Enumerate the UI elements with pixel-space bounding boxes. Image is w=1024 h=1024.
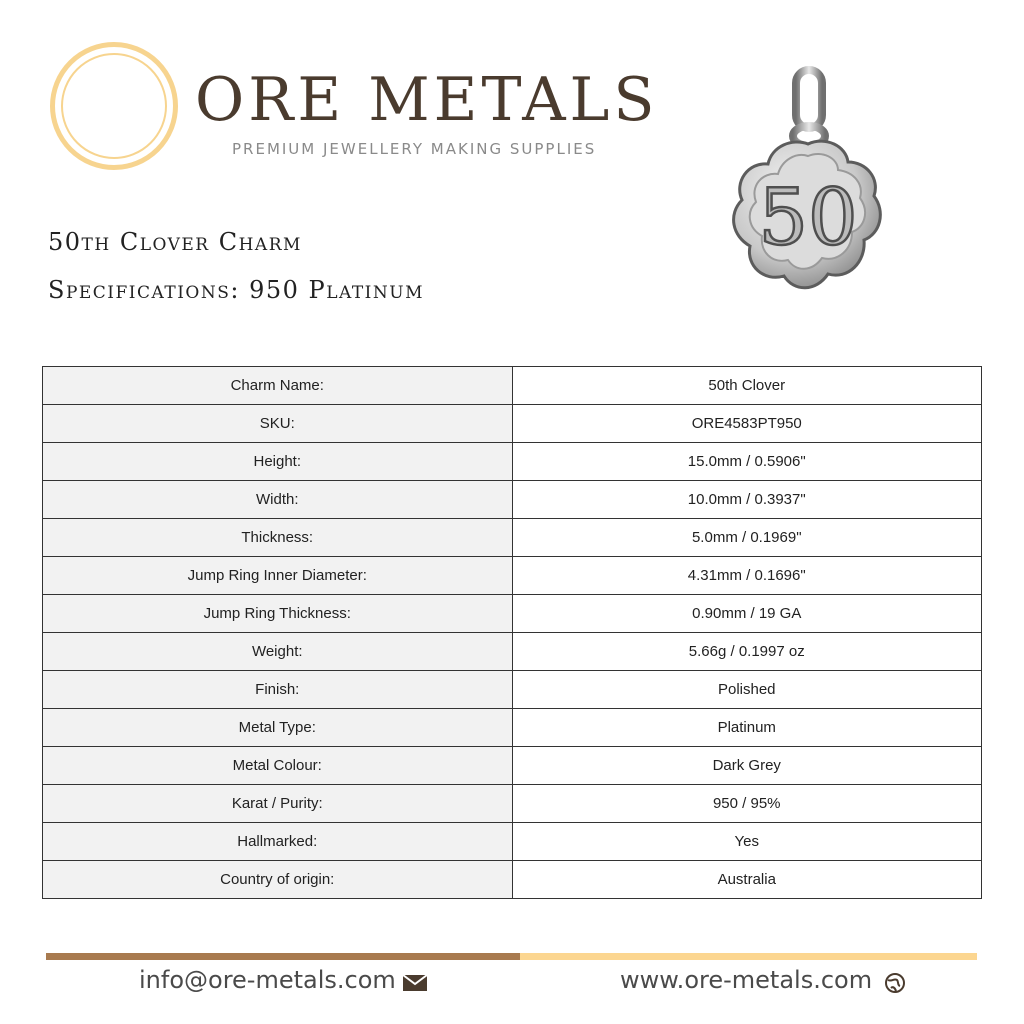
spec-value: 950 / 95% — [512, 785, 982, 823]
spec-row — [43, 519, 982, 557]
spec-row — [43, 367, 982, 405]
spec-label: Karat / Purity: — [43, 785, 513, 823]
brand-name: ORE METALS — [195, 65, 659, 135]
brand-tagline: PREMIUM JEWELLERY MAKING SUPPLIES — [232, 140, 597, 158]
spec-row — [43, 557, 982, 595]
spec-row — [43, 671, 982, 709]
globe-icon — [883, 971, 907, 995]
spec-label: Hallmarked: — [43, 823, 513, 861]
spec-value: 4.31mm / 0.1696" — [512, 557, 982, 595]
spec-value: 5.0mm / 0.1969" — [512, 519, 982, 557]
spec-value: 5.66g / 0.1997 oz — [512, 633, 982, 671]
spec-label: Charm Name: — [43, 367, 513, 405]
spec-value: 0.90mm / 19 GA — [512, 595, 982, 633]
spec-row — [43, 861, 982, 899]
spec-label: Jump Ring Inner Diameter: — [43, 557, 513, 595]
spec-label: Finish: — [43, 671, 513, 709]
spec-value: Platinum — [512, 709, 982, 747]
specifications-title: Specifications: 950 Platinum — [48, 276, 424, 304]
spec-value: Dark Grey — [512, 747, 982, 785]
spec-value: 10.0mm / 0.3937" — [512, 481, 982, 519]
spec-label: Metal Colour: — [43, 747, 513, 785]
website-link[interactable]: www.ore-metals.com — [620, 966, 873, 994]
clover-charm-image — [716, 66, 896, 306]
spec-value: Polished — [512, 671, 982, 709]
spec-value: Australia — [512, 861, 982, 899]
footer-bar-right — [520, 953, 977, 960]
email-link[interactable]: info@ore-metals.com — [139, 966, 396, 994]
spec-row — [43, 443, 982, 481]
spec-value: ORE4583PT950 — [512, 405, 982, 443]
product-title: 50th Clover Charm — [48, 228, 302, 256]
specifications-table — [42, 366, 982, 899]
spec-value: 15.0mm / 0.5906" — [512, 443, 982, 481]
spec-label: Jump Ring Thickness: — [43, 595, 513, 633]
spec-row — [43, 823, 982, 861]
spec-label: Width: — [43, 481, 513, 519]
spec-label: SKU: — [43, 405, 513, 443]
spec-row — [43, 747, 982, 785]
brand-logo-ring — [50, 42, 178, 170]
spec-row — [43, 595, 982, 633]
charm-engraving: 50 — [758, 173, 858, 263]
spec-row — [43, 785, 982, 823]
spec-label: Height: — [43, 443, 513, 481]
spec-row — [43, 709, 982, 747]
spec-label: Thickness: — [43, 519, 513, 557]
spec-label: Weight: — [43, 633, 513, 671]
spec-row — [43, 481, 982, 519]
spec-row — [43, 405, 982, 443]
spec-row — [43, 633, 982, 671]
spec-value: 50th Clover — [512, 367, 982, 405]
spec-value: Yes — [512, 823, 982, 861]
spec-label: Country of origin: — [43, 861, 513, 899]
mail-icon — [402, 974, 428, 992]
spec-label: Metal Type: — [43, 709, 513, 747]
footer-bar-left — [46, 953, 520, 960]
